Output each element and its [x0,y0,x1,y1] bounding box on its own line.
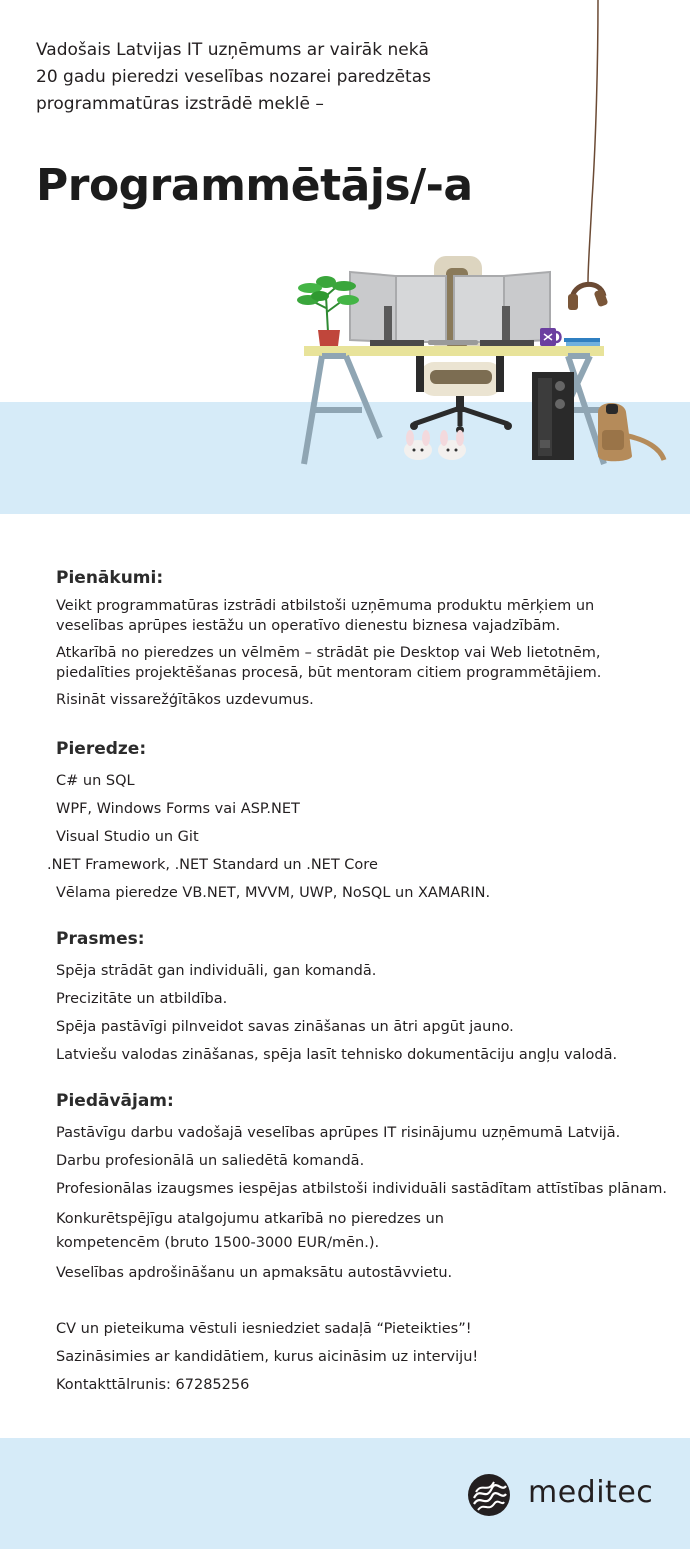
bunny-slippers-icon [404,430,466,460]
skill-item: Latviešu valodas zināšanas, spēja lasīt tehnisko dokumentāciju angļu valodā. [56,1047,618,1063]
duty-item: Atkarībā no pieredzes un vēlmēm – strādāt pie Desktop vai Web lietotnēm, piedalīties projektēšanas procesā, būt mentoram citiem programmētājiem. [56,645,602,681]
apply-instructions: CV un pieteikuma vēstuli iesniedziet sadaļā “Pieteikties”! [56,1321,472,1337]
backpack-icon [598,403,664,461]
offer-heading: Piedāvājam: [56,1091,174,1111]
skill-item: Precizitāte un atbildība. [56,991,228,1007]
offer-item: Darbu profesionālā un saliedētā komandā. [56,1153,365,1169]
offer-item: Profesionālas izaugsmes iespējas atbilstoši individuāli sastādītam attīstības plānam. [56,1181,668,1197]
pc-tower-icon [532,372,574,460]
experience-heading: Pieredze: [56,739,147,759]
meditec-logo-icon [466,1472,512,1518]
offer-item: Veselības apdrošināšanu un apmaksātu autostāvvietu. [56,1265,453,1281]
job-title: Programmētājs/-a [36,160,473,211]
office-illustration [290,0,690,470]
skill-item: Spēja pastāvīgi pilnveidot savas zināšanas un ātri apgūt jauno. [56,1019,514,1035]
interview-note: Sazināsimies ar kandidātiem, kurus aicināsim uz interviju! [56,1349,479,1365]
contact-phone: Kontakttālrunis: 67285256 [56,1377,250,1393]
offer-item: Konkurētspējīgu atalgojumu atkarībā no pieredzes un kompetencēm (bruto 1500-3000 EUR/mēn.). [56,1211,444,1251]
offer-item: Pastāvīgu darbu vadošajā veselības aprūpes IT risinājumu uzņēmumā Latvijā. [56,1125,621,1141]
experience-item: C# un SQL [56,773,135,789]
experience-item: WPF, Windows Forms vai ASP.NET [56,801,300,817]
experience-item: .NET Framework, .NET Standard un .NET Core [47,857,378,873]
headphones-icon [568,0,608,310]
duties-heading: Pienākumi: [56,568,164,588]
duty-item: Veikt programmatūras izstrādi atbilstoši uzņēmuma produktu mērķiem un veselības aprūpes iestāžu un operatīvo dienestu biznesa vajadzībām. [56,598,595,634]
skill-item: Spēja strādāt gan individuāli, gan komandā. [56,963,377,979]
intro-line: 20 gadu pieredzi veselības nozarei paredzētas [36,67,431,87]
duty-item: Risināt vissarežģītākos uzdevumus. [56,692,314,708]
skills-heading: Prasmes: [56,929,145,949]
intro-line: programmatūras izstrādē meklē – [36,94,324,114]
meditec-logo [466,1472,654,1518]
mug-icon [540,328,561,346]
books-icon [564,338,600,346]
job-description [47,566,668,1399]
logo-text: meditec [528,1475,654,1510]
hero [0,0,690,514]
experience-item: Vēlama pieredze VB.NET, MVVM, UWP, NoSQL un XAMARIN. [56,885,491,901]
intro-line: Vadošais Latvijas IT uzņēmums ar vairāk nekā [36,40,429,60]
experience-item: Visual Studio un Git [56,829,199,845]
